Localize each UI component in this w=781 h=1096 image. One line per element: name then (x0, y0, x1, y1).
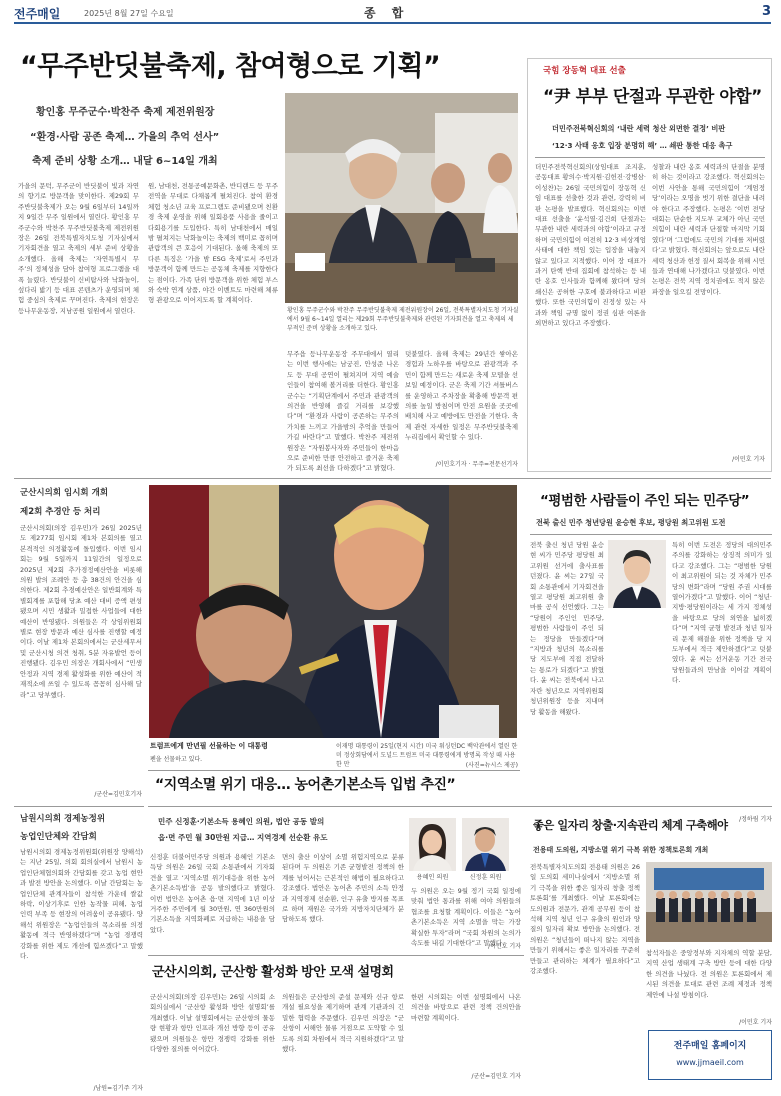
lead-photo-caption: 황인홍 무주군수와 박찬주 무주반딧불축제 제전위원장이 26일, 전북특별자치도청 기자실에서 9월 6~14일 열리는 제29회 무주반딧불축제와 관련된 기자회견을 열고 축제의 세부적인 준비 상황을 소개하고 있다. (287, 307, 519, 332)
jobs-sub: 전용태 도의원, 지방소멸 위기 극복 위한 정책토론회 개최 (533, 846, 709, 854)
namwon-headline: 남원시의회 경제농정위 (20, 814, 106, 824)
divider (14, 478, 771, 479)
yong-portrait-image (409, 818, 456, 871)
income-col2: 면의 출산 이상이 소멸 위험지역으로 분류된다며 두 의원은 기존 균형발전 정책의 한계를 넘어서는 근본적인 해법이 필요하다고 강조했다. 법안은 농어촌 주민의 소득 안정과 지역경제 선순환, 인구 유출 방지를 목표로 하며 재원은 국가와 지방자치단체가 분담하도록 했다. (282, 853, 404, 924)
income-col1: 신정훈 더불어민주당 의원과 용혜인 기본소득당 의원은 26일 국회 소통관에서 기자회견을 열고 ‘지역소멸 위기대응을 위한 농어촌기본소득법’을 공동 발의했다고 밝혔다. 이번 법안은 농어촌 읍·면 지역에 1년 이상 거주한 주민에게 월 30만원, 연 360만원의 기본소득을 지역화폐로 지급하는 내용을 담았다. (150, 853, 275, 934)
photo-shin-name: 신정훈 의원 (469, 874, 502, 881)
lead-sub3: 축제 준비 상황 소개… 내달 6~14일 개최 (32, 156, 218, 167)
interview-col1-top (530, 540, 604, 716)
gunsan-byline: /군산=김민호 기자 (471, 1073, 521, 1080)
lead-photo (285, 93, 518, 303)
forum-photo (646, 862, 772, 942)
interview-byline: /정하림 기자 (739, 816, 772, 823)
homepage-ad-title: 전주매일 홈페이지 (673, 1041, 747, 1051)
council-byline: /군산=김민호기자 (94, 791, 142, 798)
interview-col1: 전북 출신 청년 당원 윤승현 씨가 민주당 평당원 최고위원 선거에 출사표를 던졌다. 윤 씨는 27일 국회 소통관에서 기자회견을 열고 평당원 최고위원 출마를 공식 선언했다. 그는 “당원이 주인인 민주당, 평범한 사람들이 주인 되는 정당을 만들겠다”며 “지방과 청년의 목소리를 당 지도부에 직접 전달하는 통로가 되겠다”고 밝혔다. 윤 씨는 전북에서 나고 자란 청년으로 지역위원회 청년위원장 등을 지내며 당 활동을 해왔다. (530, 541, 604, 716)
divider (14, 806, 144, 807)
forum-group-image (646, 862, 772, 942)
lead-sub1: 황인홍 무주군수·박찬주 축제 제전위원장 (36, 107, 215, 118)
gunsan-col1: 군산시의회(의장 김우민)는 26일 시의회 소회의실에서 ‘군산항 활성화 방안 설명회’를 개최했다. 이날 설명회에서는 군산항의 물동량 현황과 항만 인프라 개선 방향 등이 공유됐으며 의원들은 항만 경쟁력 강화를 위한 다양한 질의를 이어갔다. (150, 993, 275, 1054)
income-headline: “지역소멸 위기 대응… 농어촌기본소득 입법 추진” (155, 777, 456, 793)
homepage-ad-url[interactable]: www.jjmaeil.com (676, 1058, 744, 1067)
press-conference-photo (285, 93, 518, 303)
divider (148, 770, 520, 771)
photo-yong-name: 용혜인 의원 (416, 874, 449, 881)
divider (148, 955, 524, 956)
council-sub: 제2회 추경안 등 처리 (20, 507, 101, 517)
page-number: 3 (761, 4, 771, 19)
opinion-sub2: ‘12·3 사태 옹호 입장 분명히 해’ … 쇄판 통한 대응 촉구 (552, 141, 733, 150)
summit-photo (149, 485, 517, 738)
summit-caption-title: 트럼프에게 만년필 선물하는 이 대통령 (150, 742, 268, 750)
gunsan-headline: 군산시의회, 군산항 활성화 방안 모색 설명회 (152, 965, 394, 980)
interview-col1b (530, 612, 666, 812)
summit-caption-body: 이재명 대통령이 25일(현지 시간) 미국 워싱턴DC 백악관에서 열린 한미 정상회담에서 도널드 트럼프 미국 대통령에게 방명록 작성 때 사용한 만 (336, 743, 518, 768)
summit-scene-image (149, 485, 517, 738)
candidate-portrait-image (608, 540, 666, 608)
jobs-headline: 좋은 일자리 창출·지속관리 체계 구축해야 (533, 819, 728, 832)
lead-col3: 무주읍 등나무운동장 주무대에서 열리는 이번 행사에는 남궁진, 안성준 나온도 등 무대 공연이 펼쳐지며 지역 예술인들이 참여해 볼거리를 더한다. 황인홍 군수는 “기획단계에서 주민과 관광객의 의견을 반영해 즐길 거리를 보강했다”며 “환경과 사람이 공존하는 무주의 가치를 느끼고 가을밤의 추억을 만들어 가길 바란다”고 말했다. 박찬주 제전위원장은 “자원봉사자와 주민들이 한마음으로 준비한 만큼 안전하고 즐거운 축제가 되도록 최선을 다하겠다”고 밝혔다. (287, 350, 399, 473)
divider (148, 806, 772, 807)
masthead (14, 4, 771, 24)
lead-col2: 원, 남대천, 전통공예문화촌, 반디랜드 등 무주 전역을 무대로 다채롭게 펼쳐진다. 참여 환경 체험 청소년 교육 프로그램도 준비됐으며 친환경 축제 운영을 위해 일회용품 사용을 줄이고 다회용기를 도입한다. 특히 남대천에서 매일 밤 펼쳐지는 낙화놀이는 축제의 백미로 꼽히며 관람객의 큰 호응이 기대된다. 올해 축제의 또 다른 특징은 ‘가을 밤 ESG 축제’로서 주민과 방문객이 함께 만드는 공동체 축제를 지향한다는 점이다. 가족 단위 방문객을 위한 체험 부스와 숙박 연계 상품, 야간 이벤트도 마련해 체류형 관광으로 이어지도록 할 계획이다. (148, 182, 278, 305)
interview-col2: 특히 이번 도전은 정당의 대의민주주의를 강화하는 상징적 의미가 있다고 강조했다. 그는 “평범한 당원이 최고위원이 되는 것 자체가 민주당의 변화”라며 “당원 주권 시대를 열어가겠다”고 말했다. 이어 “청년·지방·평당원이라는 세 가지 정체성을 바탕으로 당의 외연을 넓히겠다”며 “지역 균형 발전과 청년 일자리 문제 해결을 위한 정책을 당 지도부에서 적극 제안하겠다”고 덧붙였다. 윤 씨는 선거운동 기간 전국 당원들과의 만남을 이어갈 계획이다. (672, 541, 772, 685)
interview-sub: 전북 출신 민주 청년당원 윤승현 후보, 평당원 최고위원 도전 (536, 518, 726, 527)
shin-portrait-image (462, 818, 509, 871)
candidate-portrait (608, 540, 666, 608)
namwon-byline: /남원=김기주 기자 (93, 1085, 143, 1092)
summit-caption-credit: (사진=뉴시스 제공) (465, 762, 518, 769)
opinion-byline: /이민호 기자 (732, 456, 765, 463)
lead-headline: “무주반딧불축제, 참여형으로 기획” (20, 51, 441, 82)
jobs-body: 전북특별자치도의회 전용태 의원은 26일 도의회 세미나실에서 ‘지방소멸 위기 극복을 위한 좋은 일자리 창출 정책토론회’를 개최했다. 이날 토론회에는 도의원과 전문가, 관계 공무원 등이 참석해 지역 청년 인구 유출의 원인과 양질의 일자리 확보 방안을 논의했다. 전 의원은 “청년들이 떠나지 않는 지역을 만들기 위해서는 좋은 일자리를 꾸준히 만들고 관리하는 체계가 필요하다”고 강조했다. (530, 863, 640, 976)
income-sub1: 민주 신정훈·기본소득 용혜인 의원, 법안 공동 발의 (158, 817, 325, 826)
lead-col4: 덧붙였다. 올해 축제는 29년간 쌓아온 경험과 노하우를 바탕으로 관광객과 주민이 함께 만드는 새로운 축제 모델을 선보일 예정이다. 군은 축제 기간 셔틀버스를 운영하고 주차장을 확충해 방문객 편의를 높일 방침이며 안전 요원을 곳곳에 배치해 사고 예방에도 만전을 기한다. 축제 관련 자세한 일정은 무주반딧불축제 누리집에서 확인할 수 있다. (405, 350, 518, 442)
divider (535, 157, 765, 158)
issue-date: 2025년 8월 27일 수요일 (84, 9, 174, 18)
photo-shin (462, 818, 509, 871)
income-sub2: 읍·면 주민 월 30만원 지급… 지역경제 선순환 유도 (158, 833, 328, 842)
jobs-body2: 참석자들은 중앙정부와 지자체의 역할 분담, 지역 산업 생태계 구축 방안 등에 대한 다양한 의견을 나눴다. 전 의원은 토론회에서 제시된 의견을 토대로 관련 조례 제정과 정책 제안에 나설 방침이다. (646, 949, 772, 999)
paper-name: 전주매일 (14, 7, 61, 21)
lead-sub2: “환경·사람 공존 축제… 가을의 추억 선사” (30, 132, 220, 143)
photo-yong (409, 818, 456, 871)
summit-caption-title2: 펜을 선물하고 있다. (150, 756, 203, 763)
gunsan-col3: 한편 시의회는 이번 설명회에서 나온 의견을 바탕으로 관련 정책 건의안을 마련할 계획이다. (411, 993, 521, 1022)
namwon-sub: 농업인단체와 간담회 (20, 832, 97, 842)
section-name: 종 합 (364, 6, 410, 20)
opinion-col2: 성찰과 내란 옹호 세력과의 단절을 분명히 하는 것이라고 강조했다. 혁신회의는 이번 사안을 통해 국민의힘이 ‘계엄정당’이라는 오명을 벗기 위한 결단을 내려야 한다고 주장했다. 논평은 ‘이번 전당대회는 단순한 지도부 교체가 아닌 국민의힘이 내란 세력과 단절할 마지막 기회였다’며 ‘그럼에도 국민의 기대를 저버렸다’고 밝혔다. 혁신회의는 앞으로도 내란 세력 청산과 헌정 질서 회복을 위해 시민들과 연대해 나가겠다고 덧붙였다. 이번 논평은 전북 지역 정치권에도 적지 않은 파장을 일으킬 전망이다. (652, 163, 765, 296)
opinion-headline: “尹 부부 단절과 무관한 야합” (543, 87, 762, 107)
opinion-tag: 국힘 장동혁 대표 선출 (543, 66, 626, 76)
opinion-sub1: 더민주전북혁신회의 ‘내란 세력 청산 외면한 결정’ 비판 (552, 124, 726, 133)
council-body: 군산시의회(의장 김우민)가 26일 2025년도 제277회 임시회 제1차 본회의를 열고 본격적인 의정활동에 돌입했다. 이번 임시회는 9월 5일까지 11일간의 일정으로 2025년 제2회 추가경정예산안을 비롯해 의원 발의 조례안 등 총 38건의 안건을 심의한다. 제2회 추경예산안은 일반회계와 특별회계를 포함해 당초 예산 대비 증액 편성됐으며 시민 생활과 밀접한 사업들에 대한 예산이 반영됐다. 의원들은 각 상임위원회별로 현장 방문과 예산 심사를 진행할 예정이다. 이날 제1차 본회의에서는 군산세무서 및 군산시청 의견 청취, 5분 자유발언 등이 진행됐다. 김우민 의장은 개회사에서 “민생 안정과 지역 경제 활성화를 위한 예산이 적재적소에 쓰일 수 있도록 꼼꼼히 심사해 달라”고 당부했다. (20, 524, 142, 699)
lead-col1: 가을의 문턱, 무주군이 반딧불이 빛과 자연의 향기로 방문객을 맞이한다. 제29회 무주반딧불축제가 오는 9월 6일부터 14일까지 9일간 무주 일원에서 열린다. 황인홍 무주군수와 박찬주 무주반딧불축제 제전위원장은 26일 전북특별자치도청 기자실에서 기자회견을 열고 축제의 세부 준비 상황을 소개했다. 올해 축제는 ‘자연특별시 무주’의 정체성을 담아 참여형 프로그램을 대폭 늘렸다. 반딧불이 신비탐사와 낙화놀이, 섶다리 밟기 등 대표 콘텐츠가 운영되며 체험 중심의 축제로 꾸며진다. 축제의 현장은 등나무운동장, 지남공원 일원에서 열린다. (18, 182, 139, 315)
namwon-body: 남원시의회 경제농정위원회(위원장 양해석)는 지난 25일, 의회 회의실에서 남원시 농업인단체협의회와 간담회를 갖고 농업 현안과 발전 방안을 논의했다. 이날 간담회는 농업인단체 관계자들이 참석한 가운데 쌀값 하락, 이상기후로 인한 농작물 피해, 농업 인력 부족 등 현장의 어려움이 공유됐다. 양해석 위원장은 “농업인들의 목소리를 의정활동에 적극 반영하겠다”며 “농업 경쟁력 강화를 위한 제도 개선에 힘쓰겠다”고 말했다. (20, 848, 143, 961)
income-byline: /이민호 기자 (488, 943, 521, 950)
jobs-byline: /이민호 기자 (739, 1019, 772, 1026)
jobs-box (527, 812, 772, 813)
council-headline: 군산시의회 임시회 개회 (20, 488, 109, 498)
opinion-col1: 더민주전북혁신회의(상임대표 조지훈, 공동대표 황의수·박지원·김헌진·강병삼·이성찬)는 26일 국민의힘이 장동혁 신임 대표를 선출한 것과 관련, 강력히 비판 논평을 발표했다. 혁신회의는 이번 대표 선출을 ‘윤석열·김건희 단절과는 무관한 내란 세력과의 야합’이라고 규정하며 국민의힘이 여전히 12·3 비상계엄 사태에 대한 책임 있는 입장을 내놓지 않고 있다고 지적했다. 이어 장 대표가 과거 탄핵 반대 집회에 참석하는 등 내란 옹호 인사들과 함께해 왔다며 당의 쇄신은 공허한 구호에 불과하다고 비판했다. 또한 국민의힘이 진정성 있는 사과와 책임 규명 없이 정권 심판 여론을 외면하고 있다고 주장했다. (535, 163, 646, 328)
divider (530, 534, 772, 535)
lead-byline: /이민호기자 · 무주=전문선기자 (435, 461, 518, 468)
interview-headline: “평범한 사람들이 주인 되는 민주당” (540, 493, 750, 509)
income-col3: 두 의원은 오는 9월 정기 국회 일정에 맞춰 법안 통과를 위해 여야 의원들의 협조를 요청할 계획이다. 이들은 “농어촌기본소득은 지역 소멸을 막는 가장 확실한 투자”라며 “국회 차원의 논의가 속도를 내길 기대한다”고 말했다. (411, 887, 521, 948)
gunsan-col2: 의원들은 군산항의 준설 문제와 신규 항로 개설 필요성을 제기하며 관계 기관과의 긴밀한 협력을 주문했다. 김우민 의장은 “군산항이 서해안 물류 거점으로 도약할 수 있도록 의회 차원에서 적극 지원하겠다”고 말했다. (282, 993, 404, 1054)
